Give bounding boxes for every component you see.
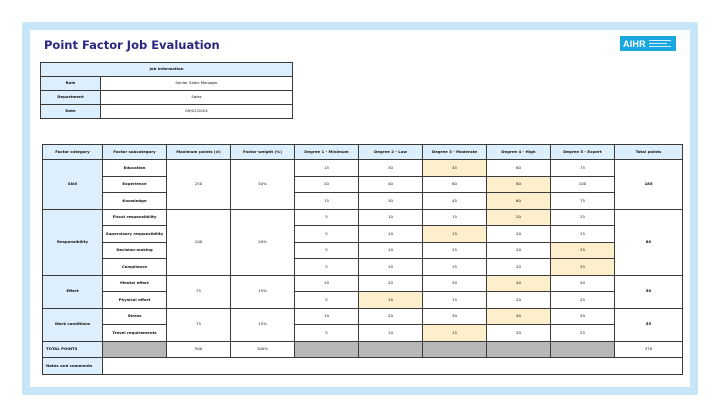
header-row xyxy=(43,145,683,160)
degree-cell[interactable]: 100 xyxy=(551,176,615,193)
degree-cell[interactable]: 15 xyxy=(423,292,487,309)
col-header: Degree 2 - Low xyxy=(359,145,423,160)
factor-category-cell: Work conditions xyxy=(43,308,103,341)
degree-cell[interactable]: 20 xyxy=(487,209,551,226)
role-label: Role xyxy=(41,77,101,91)
total-points-cell: 50 xyxy=(615,275,683,308)
degree-cell[interactable]: 15 xyxy=(423,259,487,276)
total-points-cell: 80 xyxy=(615,209,683,275)
table-row xyxy=(43,275,683,292)
table-row xyxy=(43,193,683,210)
total-points-cell: 55 xyxy=(615,308,683,341)
degree-cell[interactable]: 10 xyxy=(359,325,423,342)
factor-subcategory-cell: Education xyxy=(103,160,167,177)
date-value[interactable]: 09/01/2024 xyxy=(101,105,293,119)
grey-cell xyxy=(295,341,359,358)
degree-cell[interactable]: 10 xyxy=(359,242,423,259)
degree-cell[interactable]: 30 xyxy=(423,308,487,325)
degree-cell[interactable]: 40 xyxy=(487,275,551,292)
table-row xyxy=(43,292,683,309)
col-header: Degree 4 - High xyxy=(487,145,551,160)
notes-row xyxy=(43,358,683,375)
table-row xyxy=(43,209,683,226)
degree-cell[interactable]: 75 xyxy=(551,193,615,210)
degree-cell[interactable]: 5 xyxy=(295,226,359,243)
factor-subcategory-cell: Stress xyxy=(103,308,167,325)
notes-field[interactable] xyxy=(103,358,683,375)
degree-cell[interactable]: 5 xyxy=(295,259,359,276)
job-information-header: Job Information xyxy=(41,63,293,77)
col-header: Factor category xyxy=(43,145,103,160)
degree-cell[interactable]: 5 xyxy=(295,242,359,259)
table-row xyxy=(43,160,683,177)
degree-cell[interactable]: 20 xyxy=(359,308,423,325)
factor-subcategory-cell: Travel requirements xyxy=(103,325,167,342)
grey-cell xyxy=(551,341,615,358)
department-label: Department xyxy=(41,91,101,105)
factor-weight-cell[interactable]: 50% xyxy=(231,160,295,210)
degree-cell[interactable]: 75 xyxy=(551,160,615,177)
degree-cell[interactable]: 15 xyxy=(423,325,487,342)
table-row xyxy=(43,325,683,342)
degree-cell[interactable]: 50 xyxy=(551,308,615,325)
degree-cell[interactable]: 15 xyxy=(295,160,359,177)
degree-cell[interactable]: 20 xyxy=(487,259,551,276)
date-label: Date xyxy=(41,105,101,119)
col-header: Factor weight (%) xyxy=(231,145,295,160)
degree-cell[interactable]: 60 xyxy=(487,193,551,210)
factor-subcategory-cell: Compliance xyxy=(103,259,167,276)
table-row xyxy=(43,259,683,276)
table-row xyxy=(43,176,683,193)
table-row xyxy=(43,242,683,259)
degree-cell[interactable]: 20 xyxy=(295,176,359,193)
factor-subcategory-cell: Supervisory responsibility xyxy=(103,226,167,243)
degree-cell[interactable]: 45 xyxy=(423,193,487,210)
degree-cell[interactable]: 10 xyxy=(295,275,359,292)
degree-cell[interactable]: 20 xyxy=(359,275,423,292)
page-frame xyxy=(22,22,698,395)
degree-cell[interactable]: 40 xyxy=(359,176,423,193)
factor-subcategory-cell: Fiscal responsibility xyxy=(103,209,167,226)
max-points-cell[interactable]: 100 xyxy=(167,209,231,275)
degree-cell[interactable]: 15 xyxy=(423,226,487,243)
degree-cell[interactable]: 25 xyxy=(551,226,615,243)
table-row xyxy=(43,226,683,243)
total-points-cell: 185 xyxy=(615,160,683,210)
degree-cell[interactable]: 40 xyxy=(487,308,551,325)
factor-subcategory-cell: Physical effort xyxy=(103,292,167,309)
degree-cell[interactable]: 20 xyxy=(487,242,551,259)
factor-category-cell: Responsibility xyxy=(43,209,103,275)
degree-cell[interactable]: 10 xyxy=(359,209,423,226)
max-points-cell[interactable]: 75 xyxy=(167,308,231,341)
col-header: Factor subcategory xyxy=(103,145,167,160)
max-points-cell[interactable]: 75 xyxy=(167,275,231,308)
factor-weight-cell[interactable]: 20% xyxy=(231,209,295,275)
col-header: Degree 1 - Minimum xyxy=(295,145,359,160)
degree-cell[interactable]: 45 xyxy=(423,160,487,177)
col-header: Maximum points (#) xyxy=(167,145,231,160)
degree-cell[interactable]: 15 xyxy=(423,209,487,226)
degree-cell[interactable]: 20 xyxy=(487,226,551,243)
factor-category-cell: Effort xyxy=(43,275,103,308)
degree-cell[interactable]: 30 xyxy=(423,275,487,292)
degree-cell[interactable]: 5 xyxy=(295,292,359,309)
degree-cell[interactable]: 15 xyxy=(423,242,487,259)
col-header: Total points xyxy=(615,145,683,160)
degree-cell[interactable]: 5 xyxy=(295,209,359,226)
degree-cell[interactable]: 25 xyxy=(551,209,615,226)
col-header: Degree 3 - Moderate xyxy=(423,145,487,160)
max-points-cell[interactable]: 250 xyxy=(167,160,231,210)
factor-subcategory-cell: Knowledge xyxy=(103,193,167,210)
degree-cell[interactable]: 15 xyxy=(295,193,359,210)
factor-category-cell: Skill xyxy=(43,160,103,210)
page-title: Point Factor Job Evaluation xyxy=(44,38,220,52)
table-row xyxy=(41,105,293,119)
degree-cell[interactable]: 50 xyxy=(551,275,615,292)
factor-subcategory-cell: Mental effort xyxy=(103,275,167,292)
table-row xyxy=(43,308,683,325)
evaluation-table xyxy=(42,144,683,375)
table-row xyxy=(41,91,293,105)
grey-cell xyxy=(423,341,487,358)
degree-cell[interactable]: 30 xyxy=(359,160,423,177)
degree-cell[interactable]: 10 xyxy=(359,292,423,309)
degree-cell[interactable]: 20 xyxy=(487,325,551,342)
grand-total-points: 370 xyxy=(615,341,683,358)
degree-cell[interactable]: 10 xyxy=(359,259,423,276)
degree-cell[interactable]: 25 xyxy=(551,242,615,259)
worksheet-card xyxy=(30,30,690,387)
factor-subcategory-cell: Experience xyxy=(103,176,167,193)
job-information-table xyxy=(40,62,293,119)
degree-cell[interactable]: 25 xyxy=(551,292,615,309)
total-points-label: TOTAL POINTS xyxy=(43,341,103,358)
total-max-points: 500 xyxy=(167,341,231,358)
aihr-logo xyxy=(620,36,676,51)
degree-cell[interactable]: 60 xyxy=(423,176,487,193)
grey-cell xyxy=(103,341,167,358)
degree-cell[interactable]: 20 xyxy=(487,292,551,309)
table-row xyxy=(41,77,293,91)
col-header: Degree 5 - Expert xyxy=(551,145,615,160)
factor-subcategory-cell: Decision-making xyxy=(103,242,167,259)
totals-row xyxy=(43,341,683,358)
degree-cell[interactable]: 80 xyxy=(487,176,551,193)
grey-cell xyxy=(359,341,423,358)
degree-cell[interactable]: 60 xyxy=(487,160,551,177)
logo-tagline-icon xyxy=(649,40,671,48)
factor-weight-cell[interactable]: 15% xyxy=(231,275,295,308)
factor-weight-cell[interactable]: 15% xyxy=(231,308,295,341)
degree-cell[interactable]: 25 xyxy=(551,259,615,276)
grey-cell xyxy=(487,341,551,358)
notes-label: Notes and comments xyxy=(43,358,103,375)
department-value[interactable]: Sales xyxy=(101,91,293,105)
degree-cell[interactable]: 30 xyxy=(359,193,423,210)
degree-cell[interactable]: 25 xyxy=(551,325,615,342)
total-weight: 100% xyxy=(231,341,295,358)
role-value[interactable]: Senior Sales Manager xyxy=(101,77,293,91)
degree-cell[interactable]: 10 xyxy=(359,226,423,243)
degree-cell[interactable]: 10 xyxy=(295,308,359,325)
degree-cell[interactable]: 5 xyxy=(295,325,359,342)
logo-text: AIHR xyxy=(623,38,646,49)
